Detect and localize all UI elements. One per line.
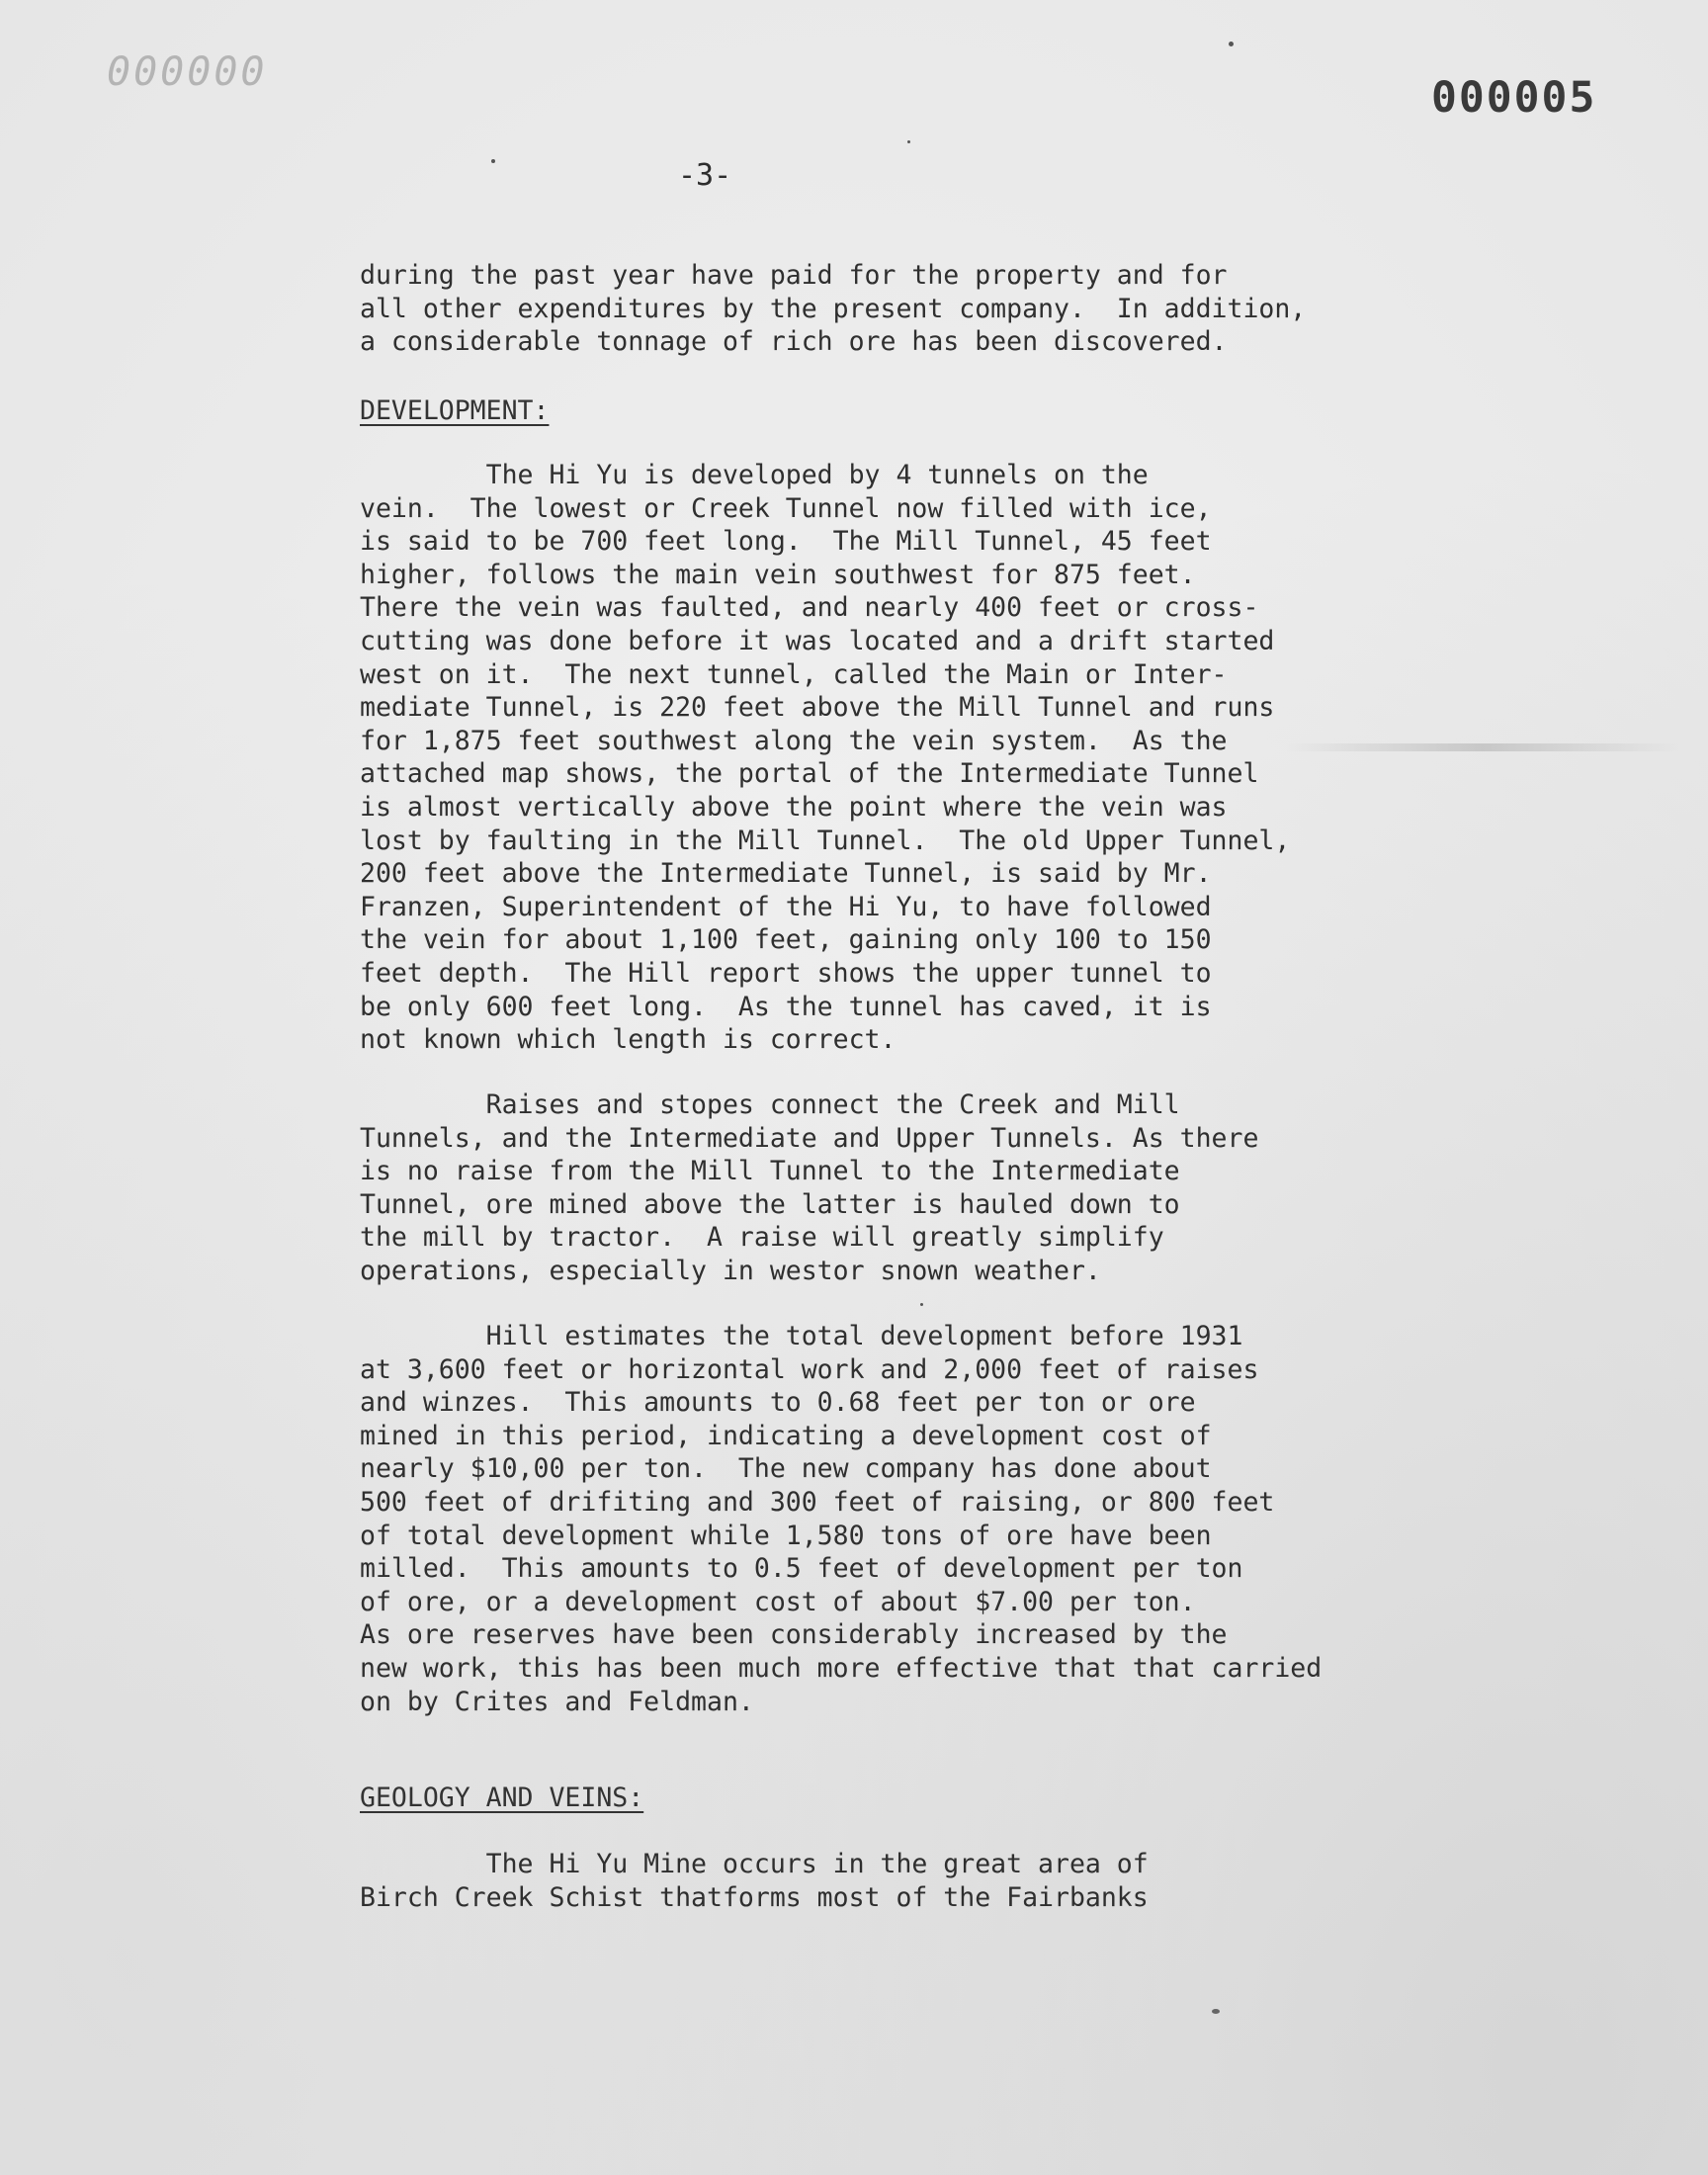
intro-paragraph: during the past year have paid for the property and for all other expenditures by the present company. In addition, a considerable tonnage of rich ore has been discovered. bbox=[360, 260, 1307, 358]
development-paragraph-1: The Hi Yu is developed by 4 tunnels on the vein. The lowest or Creek Tunnel now filled with ice, is said to be 700 feet long. The Mill Tunnel, 45 feet higher, follows the main vein southwest for 875 feet. There the vein was faulted, and nearly 400 feet or cross- cutting was done before it was located and a drift started west on it. The next tunnel, called the Main or Inter- mediate Tunnel, is 220 feet above the Mill Tunnel and runs for 1,875 feet southwest along the vein system. As the attached map shows, the portal of the Intermediate Tunnel is almost vertically above the point where the vein was lost by faulting in the Mill Tunnel. The old Upper Tunnel, 200 feet above the Intermediate Tunnel, is said by Mr. Franzen, Superintendent of the Hi Yu, to have followed the vein for about 1,100 feet, gaining only 100 to 150 feet depth. The Hill report shows the upper tunnel to be only 600 feet long. As the tunnel has caved, it is not known which length is correct. bbox=[360, 460, 1291, 1056]
geology-paragraph-1: The Hi Yu Mine occurs in the great area of Birch Creek Schist thatforms most of the Fairbanks bbox=[360, 1849, 1149, 1913]
page-number: -3- bbox=[678, 158, 732, 193]
geology-heading: GEOLOGY AND VEINS: bbox=[360, 1783, 644, 1813]
paper-speck bbox=[907, 140, 910, 143]
development-heading: DEVELOPMENT: bbox=[360, 395, 550, 426]
paper-speck bbox=[491, 159, 495, 163]
paper-fold-streak bbox=[1285, 743, 1680, 751]
development-paragraph-2: Raises and stopes connect the Creek and Mill Tunnels, and the Intermediate and Upper Tunnels. As there is no raise from the Mill Tunnel to the Intermediate Tunnel, ore mined above the latter is hauled down to the mill by tractor. A raise will greatly simplify operations, especially in westor snown weather. bbox=[360, 1089, 1259, 1286]
page-id-stamp: 000005 bbox=[1431, 73, 1597, 123]
paper-speck bbox=[1212, 2009, 1220, 2014]
development-paragraph-3: Hill estimates the total development before 1931 at 3,600 feet or horizontal work and 2,000 feet of raises and winzes. This amounts to 0.68 feet per ton or ore mined in this period, indicating a development cost of nearly $10,00 per ton. The new company has done about 500 feet of drifiting and 300 feet of raising, or 800 feet of total development while 1,580 tons of ore have been milled. This amounts to 0.5 feet of development per ton of ore, or a development cost of about $7.00 per ton. As ore reserves have been considerably increased by the new work, this has been much more effective that that carried on by Crites and Feldman. bbox=[360, 1321, 1323, 1717]
paper-speck bbox=[920, 1303, 923, 1306]
paper-speck bbox=[1229, 42, 1234, 46]
faint-stamp-number: 000000 bbox=[107, 49, 268, 95]
